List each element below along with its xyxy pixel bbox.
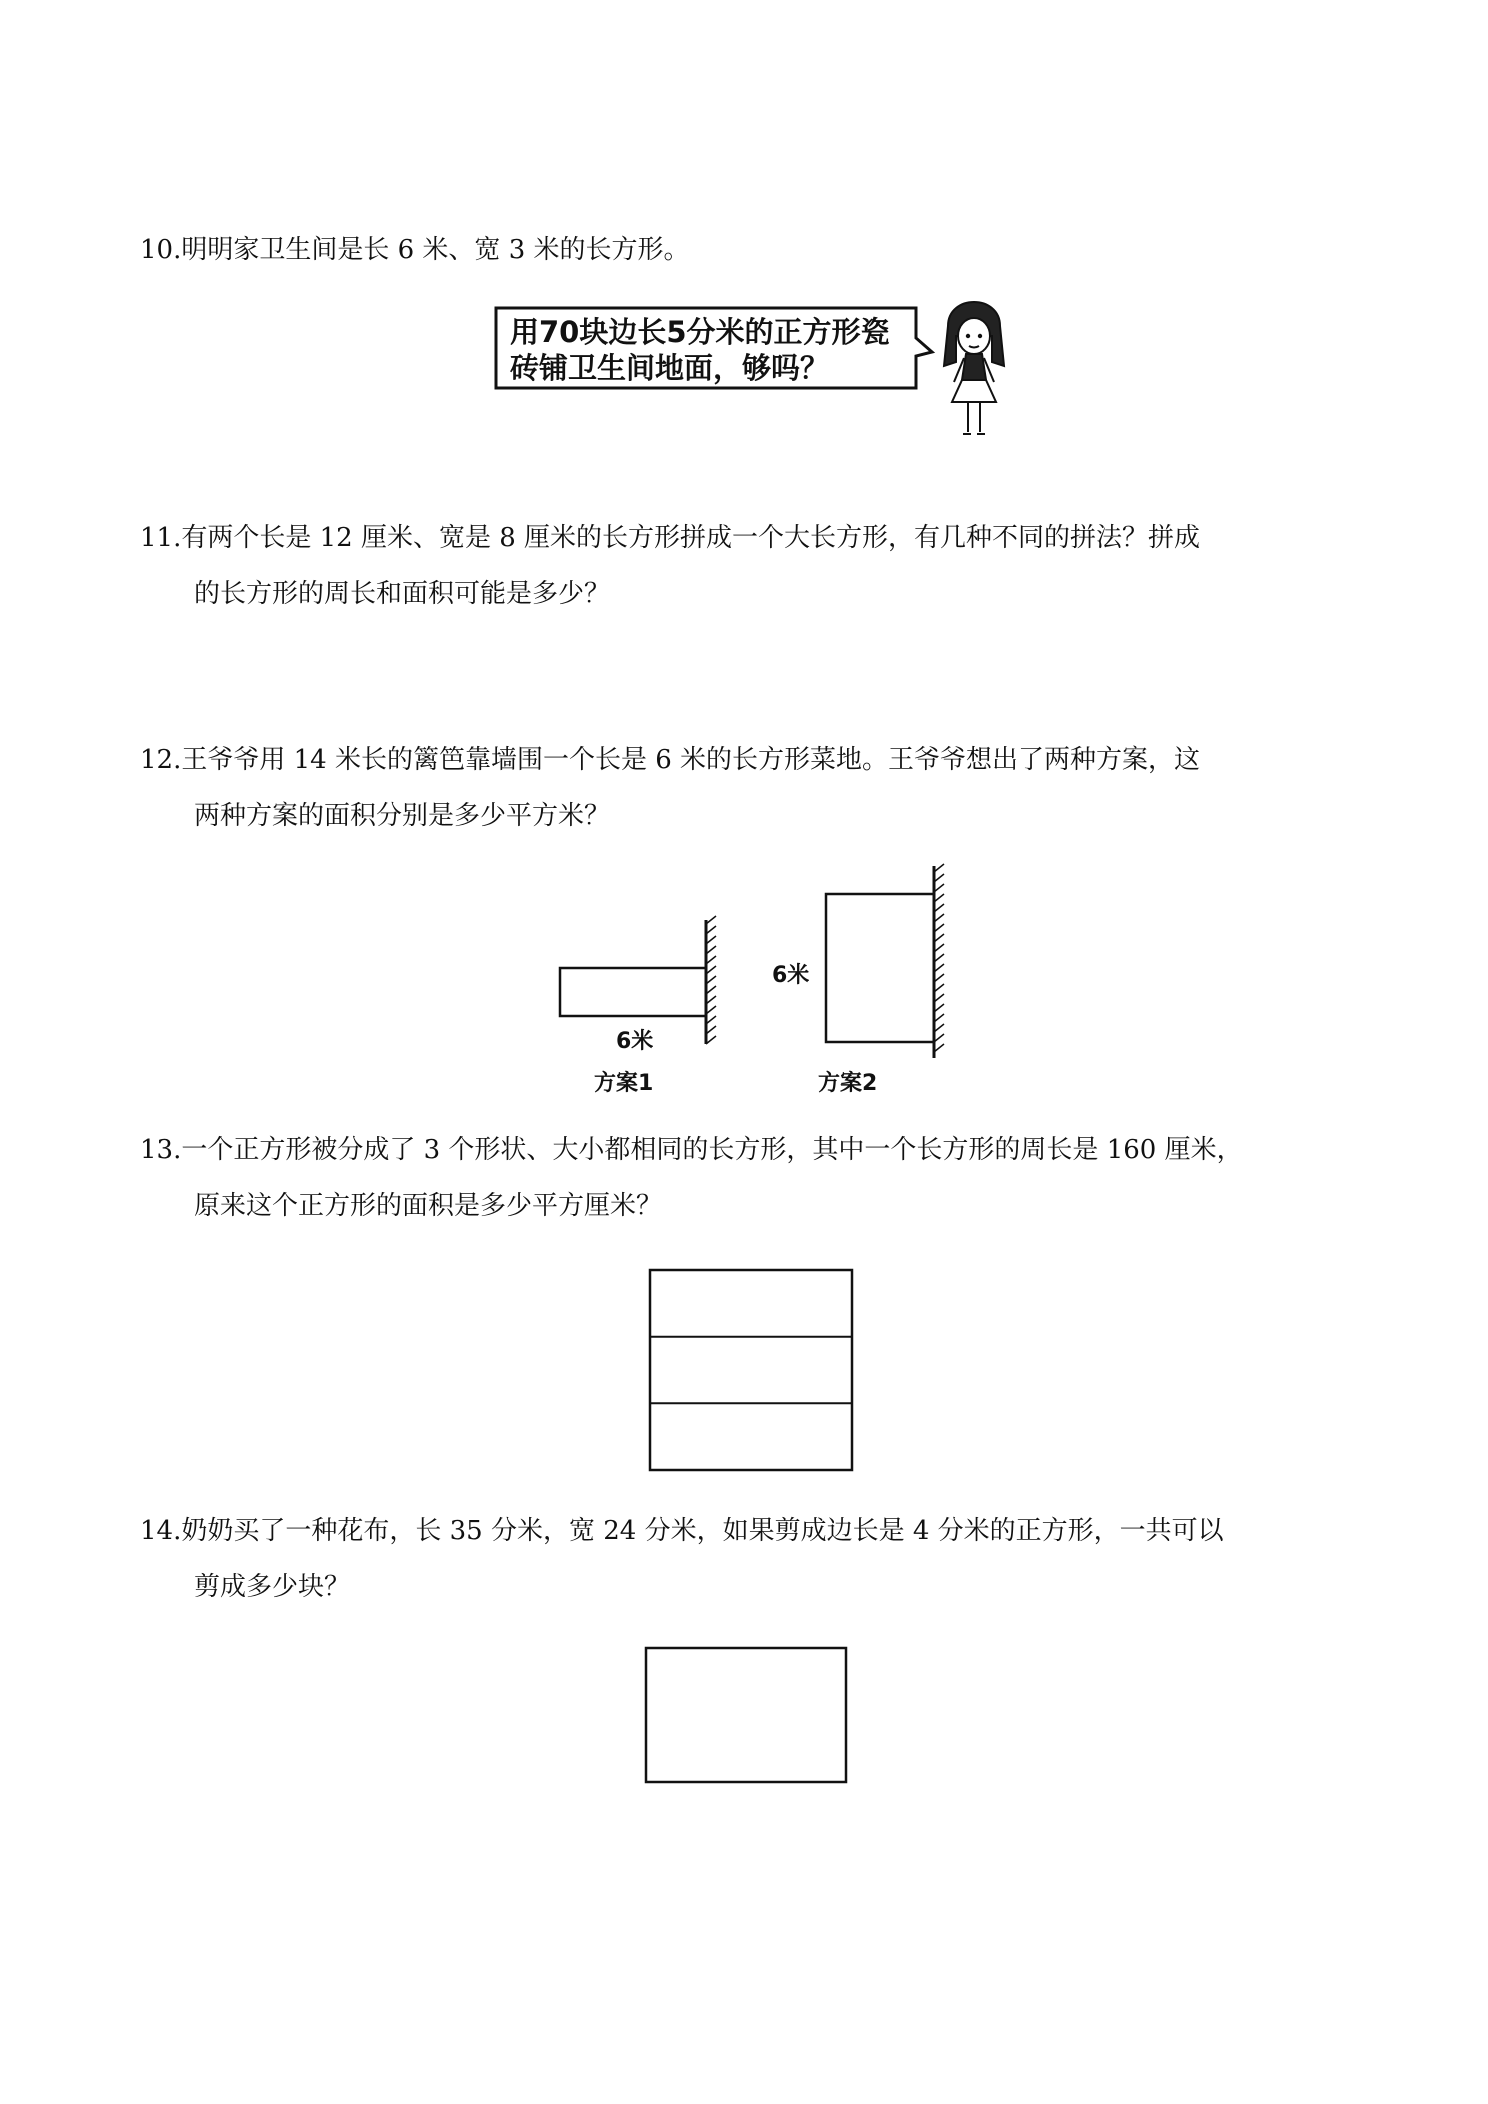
question-text-line-2: 原来这个正方形的面积是多少平方厘米？	[194, 1191, 663, 1221]
question-text-line-2: 剪成多少块？	[194, 1572, 351, 1602]
question-number: 12.	[140, 745, 182, 775]
question-text-line-1: 奶奶买了一种花布，长 35 分米，宽 24 分米，如果剪成边长是 4 分米的正方形，一共可以	[181, 1516, 1224, 1546]
square-outline	[650, 1270, 852, 1470]
question-10	[140, 222, 1360, 278]
bubble-line-1: 用70块边长5分米的正方形瓷	[510, 315, 890, 349]
question-number: 10.	[140, 235, 182, 265]
question-11	[140, 510, 1360, 622]
plan-2-length-label: 6米	[772, 963, 810, 988]
bubble-line-2: 砖铺卫生间地面，够吗？	[510, 351, 830, 385]
cloth-outline	[646, 1648, 846, 1782]
question-number: 11.	[140, 523, 182, 553]
fence-plans-figure	[540, 858, 960, 1098]
divided-square-figure	[648, 1268, 858, 1474]
speech-bubble-figure	[480, 296, 1010, 446]
question-text-line-1: 一个正方形被分成了 3 个形状、大小都相同的长方形，其中一个长方形的周长是 160 厘米，	[181, 1135, 1243, 1165]
cloth-rectangle-figure	[644, 1646, 850, 1786]
question-text-line-2: 的长方形的周长和面积可能是多少？	[194, 579, 611, 609]
plan-2-caption: 方案2	[818, 1071, 878, 1096]
question-number: 14.	[140, 1516, 182, 1546]
plan-1-length-label: 6米	[616, 1029, 654, 1054]
plan-1-caption: 方案1	[594, 1071, 654, 1096]
question-text-line-1: 王爷爷用 14 米长的篱笆靠墙围一个长是 6 米的长方形菜地。王爷爷想出了两种方案，这	[181, 745, 1201, 775]
plan-2-diagram	[826, 864, 944, 1058]
plan-1-diagram	[560, 916, 716, 1044]
question-13	[140, 1122, 1360, 1234]
question-12	[140, 732, 1360, 844]
question-text-line-1: 有两个长是 12 厘米、宽是 8 厘米的长方形拼成一个大长方形，有几种不同的拼法？拼成	[181, 523, 1201, 553]
question-number: 13.	[140, 1135, 182, 1165]
question-text-line-2: 两种方案的面积分别是多少平方米？	[194, 801, 611, 831]
question-text: 明明家卫生间是长 6 米、宽 3 米的长方形。	[181, 235, 690, 265]
girl-illustration	[944, 302, 1004, 434]
question-14	[140, 1503, 1360, 1615]
